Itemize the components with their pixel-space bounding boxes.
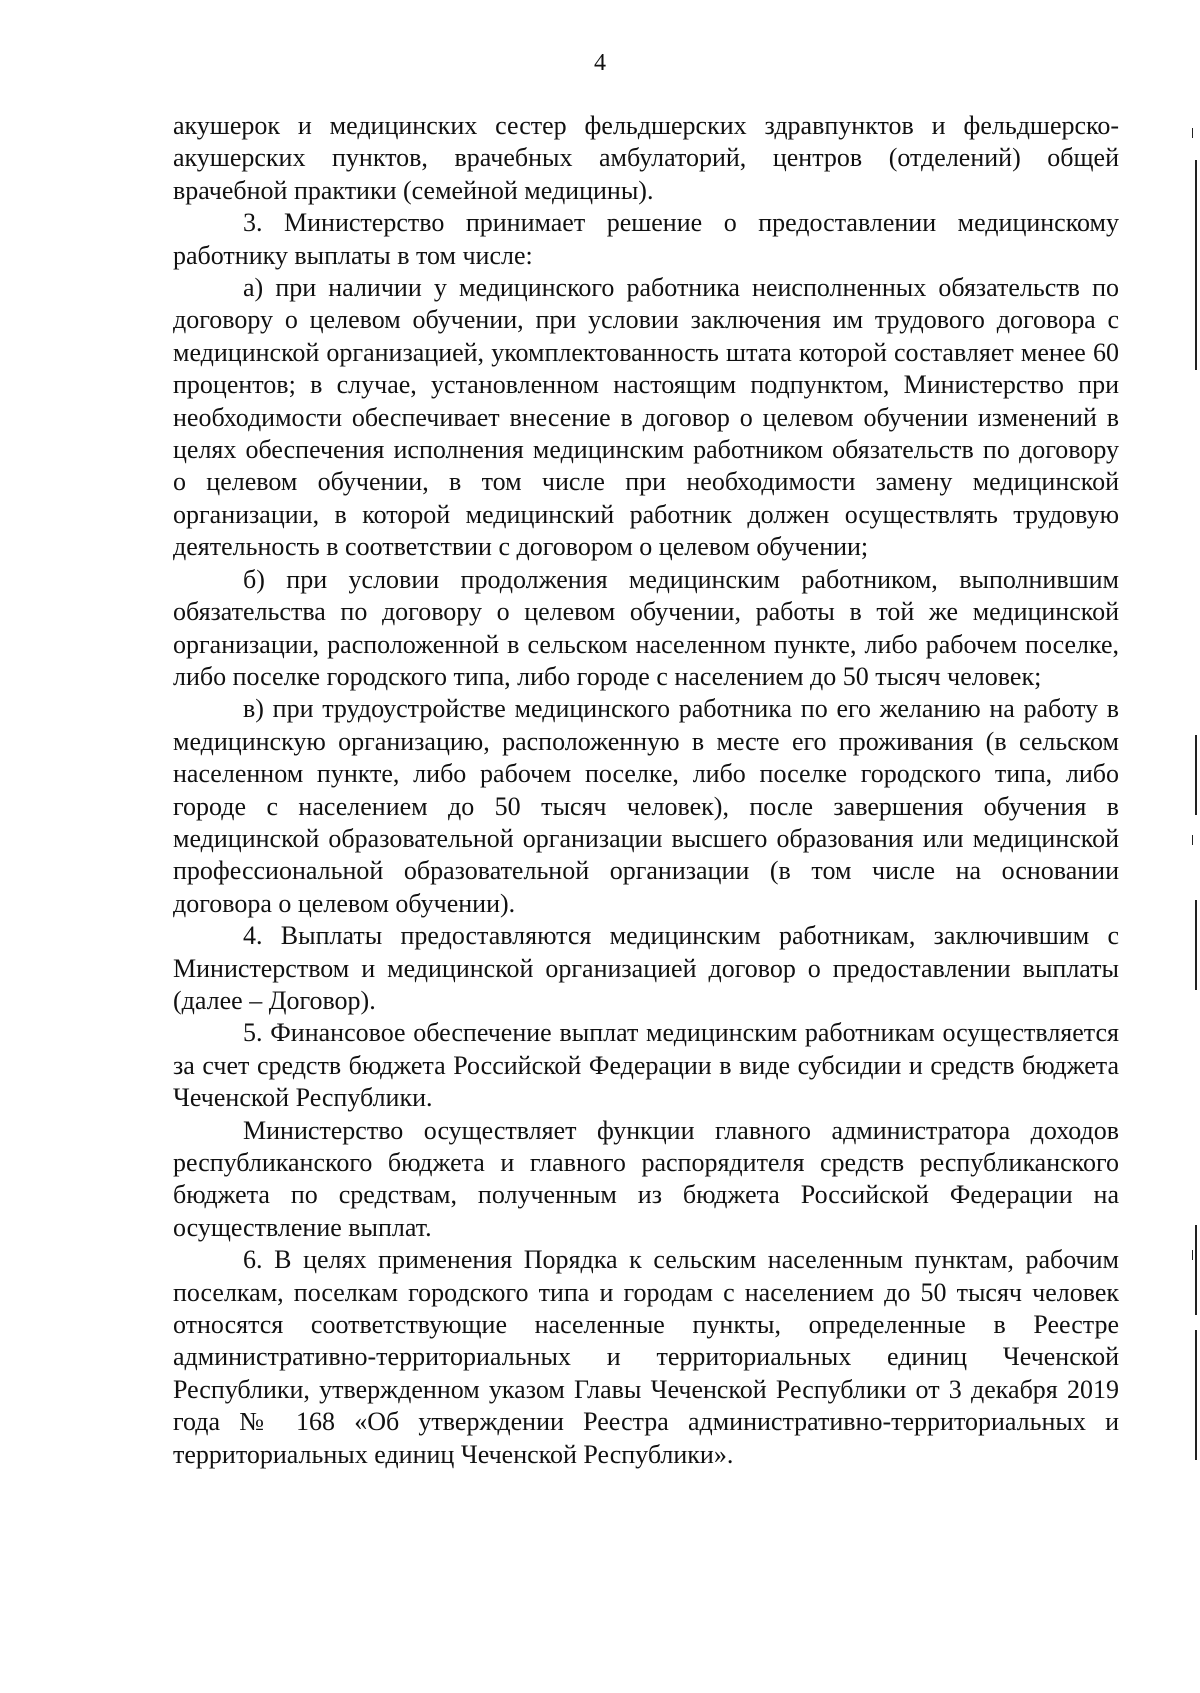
scan-edge-mark bbox=[1192, 835, 1193, 845]
paragraph-item-3: 3. Министерство принимает решение о предоставлении медицинскому работнику выплаты в том числе: bbox=[173, 208, 1119, 270]
paragraph-item-4: 4. Выплаты предоставляются медицинским работникам, заключившим с Министерством и медицинской организацией договор о предоставлении выплаты (далее – Договор). bbox=[173, 921, 1119, 1015]
scan-edge-mark bbox=[1195, 735, 1197, 815]
paragraph-item-5: 5. Финансовое обеспечение выплат медицинским работникам осуществляется за счет средств бюджета Российской Федерации в виде субсидии и средств бюджета Чеченской Республики. bbox=[173, 1018, 1119, 1113]
paragraph-item-5-continued: Министерство осуществляет функции главного администратора доходов республиканского бюджета и главного распорядителя средств республиканского бюджета по средствам, полученным из бюджета Российской Федерации на осуществление выплат. bbox=[173, 1115, 1119, 1242]
scan-edge-mark bbox=[1192, 1250, 1193, 1260]
scan-edge-mark bbox=[1195, 900, 1197, 990]
paragraph-item-3v: в) при трудоустройстве медицинского работника по его желанию на работу в медицинскую организацию, расположенную в месте его проживания (в сельском населенном пункте, либо рабочем поселке, либо поселке городского типа, либо городе с населением до 50 тысяч человек), после завершения обучения в медицинской образовательной организации высшего образования или медицинской профессиональной образовательной организации (в том числе на основании договора о целевом обучении). bbox=[173, 694, 1119, 918]
document-body bbox=[173, 110, 1119, 1471]
paragraph-item-3b: б) при условии продолжения медицинским работником, выполнившим обязательства по договору о целевом обучении, работы в той же медицинской организации, расположенной в сельском населенном пункте, либо рабочем поселке, либо поселке городского типа, либо городе с населением до 50 тысяч человек; bbox=[173, 564, 1119, 691]
page-number: 4 bbox=[594, 50, 606, 76]
paragraph-item-6: 6. В целях применения Порядка к сельским населенным пунктам, рабочим поселкам, поселкам городского типа и городам с населением до 50 тысяч человек относятся соответствующие населенные пункты, определенные в Реестре административно-территориальных и территориальных единиц Чеченской Республики, утвержденном указом Главы Чеченской Республики от 3 декабря 2019 года № 168 «Об утверждении Реестра административно-территориальных и территориальных единиц Чеченской Республики». bbox=[173, 1245, 1119, 1469]
scan-edge-mark bbox=[1195, 160, 1197, 370]
paragraph-continuation: акушерок и медицинских сестер фельдшерских здравпунктов и фельдшерско-акушерских пунктов, врачебных амбулаторий, центров (отделений) общей врачебной практики (семейной медицины). bbox=[173, 111, 1119, 205]
scan-edge-mark bbox=[1195, 1330, 1197, 1460]
paragraph-item-3a: а) при наличии у медицинского работника неисполненных обязательств по договору о целевом обучении, при условии заключения им трудового договора с медицинской организацией, укомплектованность штата которой составляет менее 60 процентов; в случае, установленном настоящим подпунктом, Министерство при необходимости обеспечивает внесение в договор о целевом обучении изменений в целях обеспечения исполнения медицинским работником обязательств по договору о целевом обучении, в том числе при необходимости замену медицинской организации, в которой медицинский работник должен осуществлять трудовую деятельность в соответствии с договором о целевом обучении; bbox=[173, 273, 1119, 562]
scan-edge-mark bbox=[1192, 128, 1193, 138]
scan-edge-mark bbox=[1195, 1225, 1197, 1315]
